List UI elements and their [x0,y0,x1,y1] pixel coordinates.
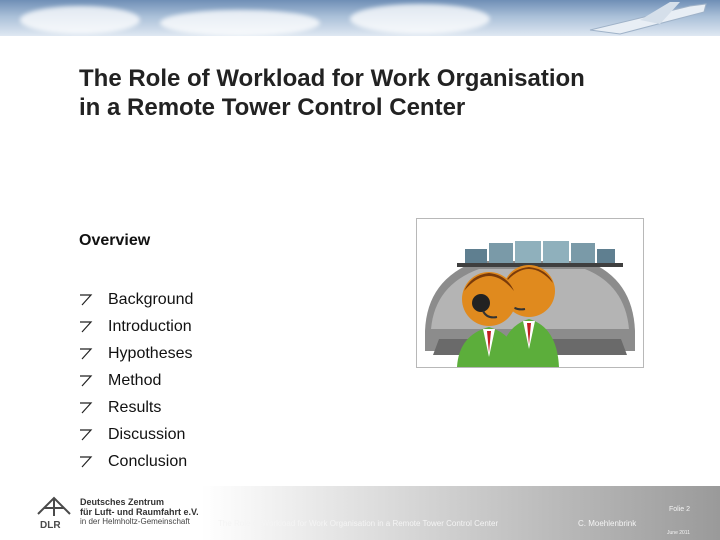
organization-name-line-2: für Luft- und Raumfahrt e.V. [80,507,199,517]
arrow-bullet-icon [79,320,93,334]
list-item [79,421,193,448]
footer-presentation-title: The Role of Workload for Work Organisation in a Remote Tower Control Center [218,519,499,528]
aircraft-icon [580,0,710,36]
list-item [79,394,193,421]
slide-title-line-1: The Role of Workload for Work Organisation [79,65,585,92]
dlr-logo-icon [34,490,74,530]
organization-name [80,497,199,527]
list-item-label: Discussion [108,425,186,443]
header-sky-banner [0,0,720,36]
list-item-label: Results [108,398,162,416]
controllers-illustration [416,218,644,368]
arrow-bullet-icon [79,455,93,469]
organization-name-line-3: in der Helmholtz-Gemeinschaft [80,517,190,526]
section-heading: Overview [79,232,151,249]
arrow-bullet-icon [79,347,93,361]
arrow-bullet-icon [79,428,93,442]
presentation-date: June 2011 [667,530,690,536]
list-item [79,286,193,313]
list-item-label: Hypotheses [108,344,193,362]
list-item-label: Introduction [108,317,192,335]
list-item-label: Conclusion [108,452,188,470]
arrow-bullet-icon [79,293,93,307]
list-item [79,367,193,394]
arrow-bullet-icon [79,374,93,388]
list-item [79,448,193,475]
slide-number: Folie 2 [668,506,690,513]
remote-tower-console-illustration [417,219,643,367]
list-item-label: Method [108,371,162,389]
list-item-label: Background [108,290,194,308]
arrow-bullet-icon [79,401,93,415]
list-item [79,340,193,367]
slide-title-line-2: in a Remote Tower Control Center [79,94,466,121]
organization-name-line-1: Deutsches Zentrum [80,497,165,507]
agenda-list [79,286,193,475]
logo-mark: DLR [40,520,61,530]
slide-title [79,64,699,122]
footer-author: C. Moehlenbrink [578,519,637,528]
list-item [79,313,193,340]
